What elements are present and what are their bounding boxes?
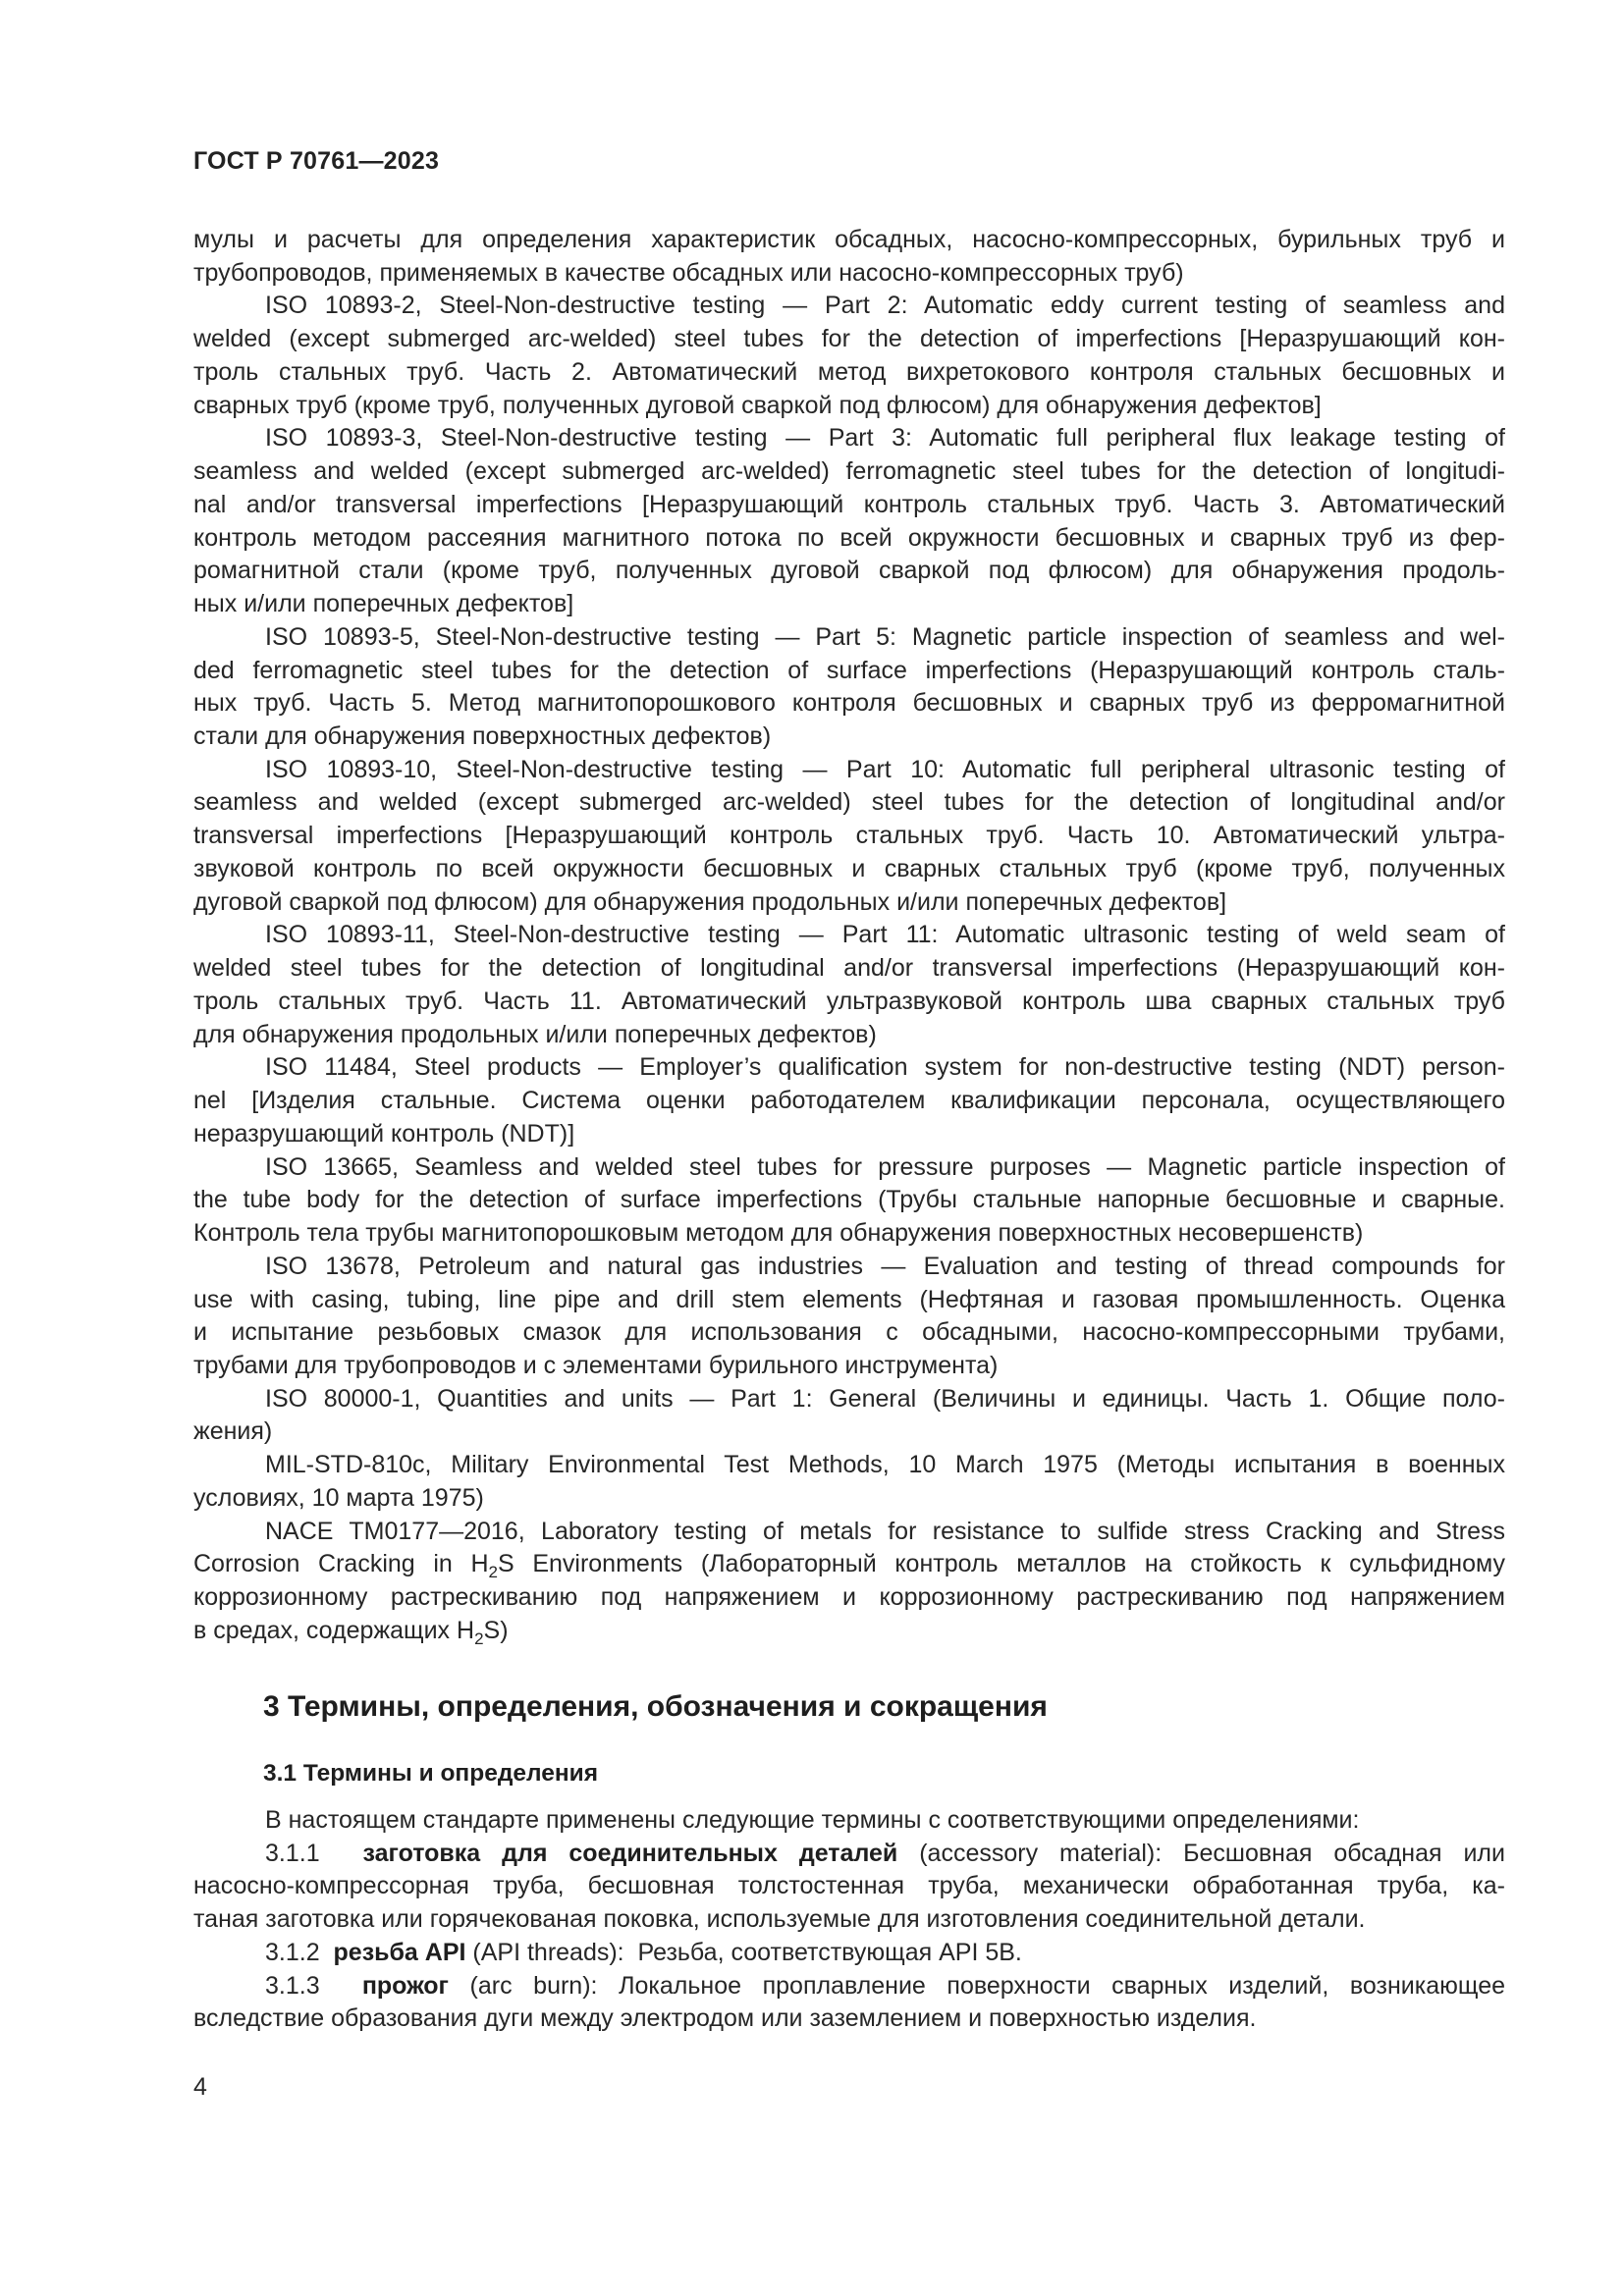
- reference-line: [193, 1615, 1505, 1648]
- reference-line: дуговой сваркой под флюсом) для обнаружения продольных и/или поперечных дефектов]: [193, 887, 1227, 916]
- term-3-1-3-line: вследствие образования дуги между электродом или заземлением и поверхностью изделия.: [193, 2004, 1257, 2033]
- reference-line: трубами для трубопроводов и с элементами бурильного инструмента): [193, 1351, 999, 1379]
- term-3-1-1-line: таная заготовка или горячекованая поковка, используемые для изготовления соединительной детали.: [193, 1905, 1366, 1934]
- term-definition: (arc burn): Локальное проплавление поверхности сварных изделий, возникающее: [448, 1971, 1505, 2000]
- reference-line: троль стальных труб. Часть 11. Автоматический ультразвуковой контроль шва сварных стальных труб: [193, 987, 1505, 1015]
- reference-line: welded steel tubes for the detection of longitudinal and/or transversal imperfections (Неразрушающий кон-: [193, 954, 1505, 983]
- reference-entry: мулы и расчеты для определения характеристик обсадных, насосно-компрессорных, бурильных труб и: [193, 226, 1505, 253]
- reference-line: звуковой контроль по всей окружности бесшовных и сварных стальных труб (кроме труб, полученных: [193, 854, 1505, 882]
- term-definition: (API threads): Резьба, соответствующая API 5B.: [465, 1938, 1022, 1966]
- reference-line: seamless and welded (except submerged arc-welded) steel tubes for the detection of longitudinal and/or: [193, 788, 1505, 817]
- term-3-1-1-line: насосно-компрессорная труба, бесшовная толстостенная труба, механически обработанная труба, ка-: [193, 1872, 1505, 1900]
- terms-definitions: [193, 1804, 1505, 2036]
- document-id-header: ГОСТ Р 70761—2023: [193, 147, 440, 175]
- term-number: 3.1.3: [265, 1971, 320, 2000]
- reference-line: use with casing, tubing, line pipe and drill stem elements (Нефтяная и газовая промышленность. Оценка: [193, 1285, 1505, 1313]
- reference-line: nel [Изделия стальные. Система оценки работодателем квалификации персонала, осуществляющего: [193, 1087, 1505, 1115]
- subscript: 2: [488, 1563, 498, 1582]
- reference-line: seamless and welded (except submerged arc-welded) ferromagnetic steel tubes for the detection of longitudi-: [193, 457, 1505, 486]
- terms-intro: В настоящем стандарте применены следующие термины с соответствующими определениями:: [265, 1806, 1360, 1834]
- section-3-heading: 3 Термины, определения, обозначения и сокращения: [263, 1690, 1048, 1723]
- reference-line: троль стальных труб. Часть 2. Автоматический метод вихретокового контроля стальных бесшовных и: [193, 357, 1505, 386]
- reference-line: для обнаружения продольных и/или поперечных дефектов): [193, 1020, 877, 1048]
- reference-line: стали для обнаружения поверхностных дефектов): [193, 722, 772, 751]
- reference-line: контроль методом рассеяния магнитного потока по всей окружности бесшовных и сварных труб из фер-: [193, 523, 1505, 552]
- reference-line: Контроль тела трубы магнитопорошковым методом для обнаружения поверхностных несовершенств): [193, 1219, 1364, 1248]
- reference-line: неразрушающий контроль (NDT)]: [193, 1119, 575, 1148]
- reference-line: сварных труб (кроме труб, полученных дуговой сваркой под флюсом) для обнаружения дефектов]: [193, 391, 1322, 419]
- reference-line: и испытание резьбовых смазок для использования с обсадными, насосно-компрессорными трубами,: [193, 1318, 1505, 1347]
- subscript: 2: [474, 1629, 484, 1648]
- reference-line: условиях, 10 марта 1975): [193, 1483, 484, 1512]
- reference-line: коррозионному растрескиванию под напряжением и коррозионному растрескиванию под напряжением: [193, 1583, 1505, 1612]
- term-definition: (accessory material): Бесшовная обсадная или: [897, 1839, 1505, 1867]
- term-3-1-3: [193, 1970, 1505, 2003]
- reference-line: трубопроводов, применяемых в качестве обсадных или насосно-компрессорных труб): [193, 258, 1184, 287]
- term-3-1-2: [193, 1937, 1505, 1970]
- text-run: S): [483, 1616, 509, 1644]
- reference-entry: ISO 10893-10, Steel-Non-destructive testing — Part 10: Automatic full peripheral ultrasonic testing of: [265, 755, 1505, 783]
- term-3-1-1: [193, 1838, 1505, 1871]
- reference-line: the tube body for the detection of surface imperfections (Трубы стальные напорные бесшовные и сварные.: [193, 1186, 1505, 1214]
- reference-entry: ISO 10893-2, Steel-Non-destructive testing — Part 2: Automatic eddy current testing of seamless and: [265, 292, 1505, 320]
- reference-entry: ISO 10893-11, Steel-Non-destructive testing — Part 11: Automatic ultrasonic testing of weld seam of: [265, 921, 1505, 949]
- reference-line: ных и/или поперечных дефектов]: [193, 590, 574, 618]
- term-name: заготовка для соединительных деталей: [362, 1839, 898, 1867]
- term-number: 3.1.2: [265, 1938, 320, 1966]
- term-name: прожог: [361, 1971, 449, 2000]
- text-run: в средах, содержащих H: [193, 1616, 475, 1644]
- text-run: Corrosion Cracking in H: [193, 1550, 489, 1578]
- text-run: S Environments (Лабораторный контроль металлов на стойкость к сульфидному: [497, 1550, 1505, 1578]
- reference-line: welded (except submerged arc-welded) steel tubes for the detection of imperfections [Неразрушающий кон-: [193, 325, 1505, 353]
- term-name: резьба API: [333, 1938, 466, 1966]
- reference-line: [193, 1548, 1505, 1581]
- term-number: 3.1.1: [265, 1839, 320, 1867]
- reference-entry: ISO 10893-3, Steel-Non-destructive testing — Part 3: Automatic full peripheral flux leakage testing of: [265, 424, 1505, 453]
- reference-line: ромагнитной стали (кроме труб, полученных дуговой сваркой под флюсом) для обнаружения продоль-: [193, 557, 1505, 585]
- reference-entry: NACE TM0177—2016, Laboratory testing of metals for resistance to sulfide stress Cracking and Stress: [265, 1517, 1505, 1545]
- reference-entry: ISO 13678, Petroleum and natural gas industries — Evaluation and testing of thread compounds for: [265, 1252, 1505, 1280]
- reference-entry: ISO 80000-1, Quantities and units — Part 1: General (Величины и единицы. Часть 1. Общие поло-: [265, 1384, 1505, 1413]
- normative-references-list: [193, 224, 1505, 1648]
- reference-entry: MIL-STD-810c, Military Environmental Test Methods, 10 March 1975 (Методы испытания в военных: [265, 1451, 1505, 1479]
- reference-line: ded ferromagnetic steel tubes for the detection of surface imperfections (Неразрушающий контроль сталь-: [193, 656, 1505, 684]
- subsection-3-1-heading: 3.1 Термины и определения: [263, 1760, 599, 1787]
- reference-entry: ISO 13665, Seamless and welded steel tubes for pressure purposes — Magnetic particle inspection of: [265, 1152, 1505, 1181]
- reference-entry: ISO 10893-5, Steel-Non-destructive testing — Part 5: Magnetic particle inspection of seamless and wel-: [265, 622, 1505, 651]
- reference-line: ных труб. Часть 5. Метод магнитопорошкового контроля бесшовных и сварных труб из ферромагнитной: [193, 689, 1505, 718]
- reference-entry: ISO 11484, Steel products — Employer’s qualification system for non-destructive testing (NDT) person-: [265, 1053, 1505, 1082]
- reference-line: transversal imperfections [Неразрушающий контроль стальных труб. Часть 10. Автоматический ультра-: [193, 822, 1505, 850]
- page-number: 4: [193, 2073, 207, 2101]
- reference-line: nal and/or transversal imperfections [Неразрушающий контроль стальных труб. Часть 3. Автоматический: [193, 490, 1505, 518]
- reference-line: жения): [193, 1417, 273, 1446]
